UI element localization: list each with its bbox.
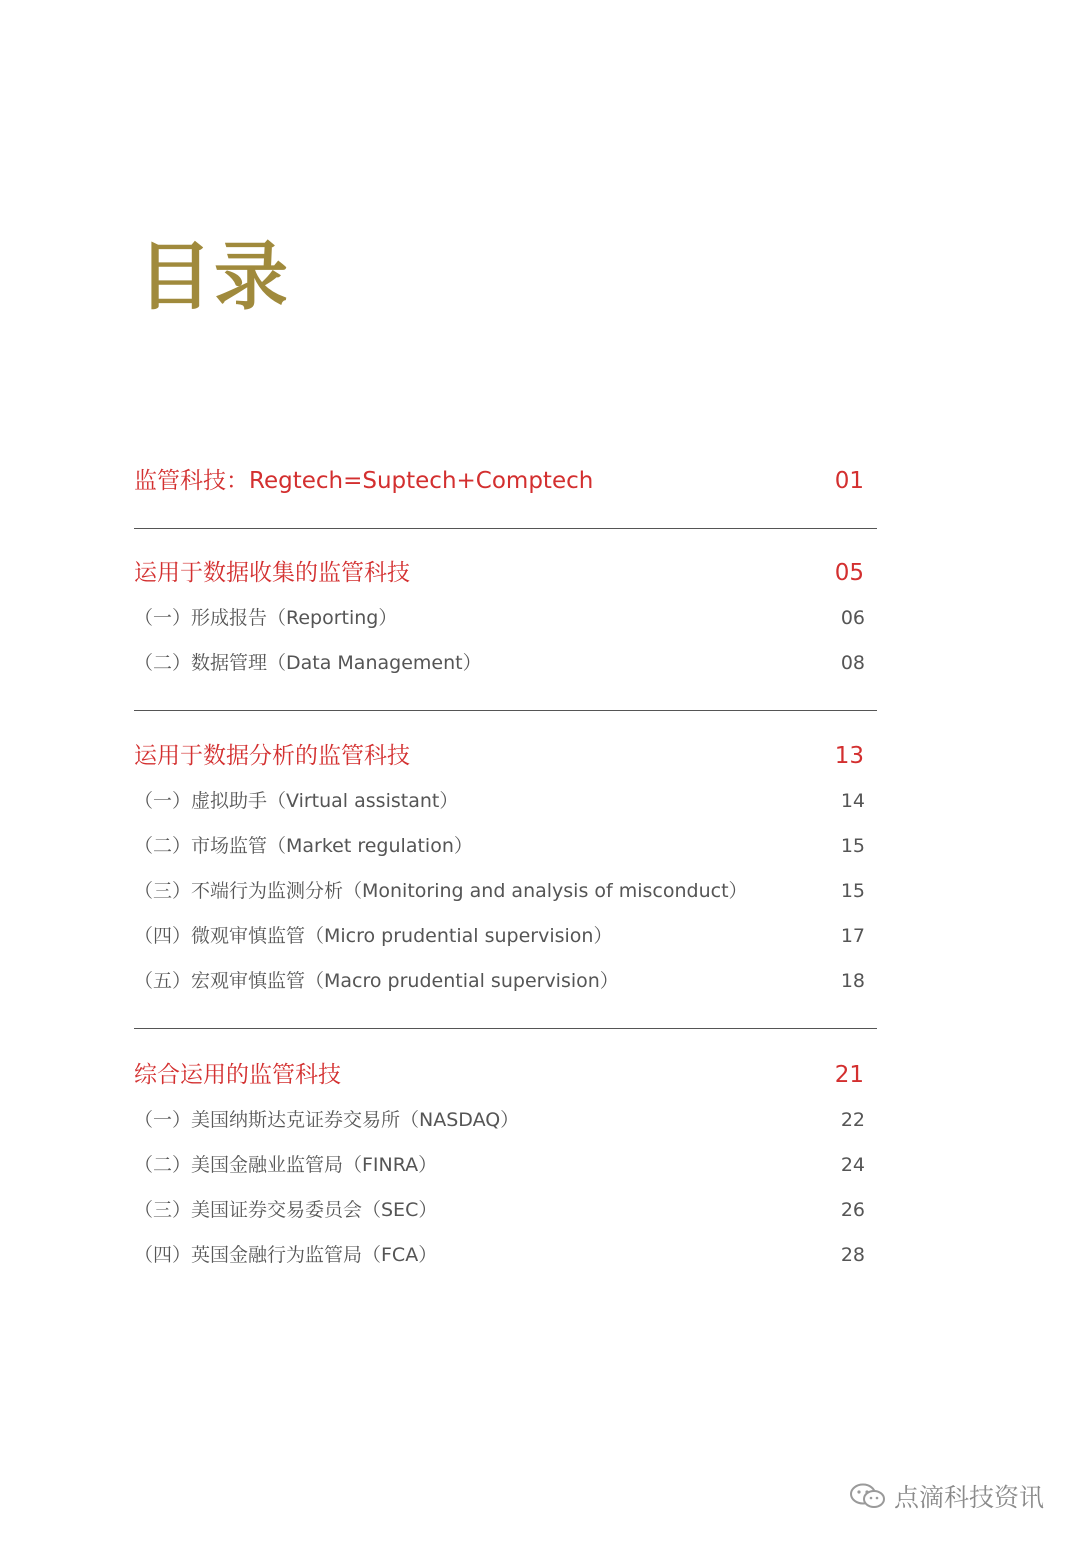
section-title: 运用于数据收集的监管科技 xyxy=(134,560,410,586)
toc-entry[interactable] xyxy=(134,959,877,1004)
entry-title: （四）微观审慎监管（Micro prudential supervision） xyxy=(134,925,613,947)
section-heading[interactable] xyxy=(134,550,877,596)
section-heading[interactable] xyxy=(134,1052,877,1098)
entry-page-number: 17 xyxy=(840,925,865,947)
entry-page-number: 22 xyxy=(840,1109,865,1131)
entry-title: （五）宏观审慎监管（Macro prudential supervision） xyxy=(134,970,619,992)
entry-title: （三）不端行为监测分析（Monitoring and analysis of misconduct） xyxy=(134,880,748,902)
section-heading[interactable] xyxy=(134,733,877,779)
section-page-number: 21 xyxy=(834,1062,864,1088)
section-page-number: 01 xyxy=(834,468,864,494)
toc-section-3 xyxy=(134,711,877,1028)
entry-title: （一）形成报告（Reporting） xyxy=(134,607,398,629)
section-title: 运用于数据分析的监管科技 xyxy=(134,743,410,769)
toc-section-4 xyxy=(134,1029,877,1278)
entry-page-number: 15 xyxy=(840,880,865,902)
toc-entry[interactable] xyxy=(134,641,877,686)
entry-page-number: 15 xyxy=(840,835,865,857)
entry-page-number: 08 xyxy=(840,652,865,674)
toc-section-2 xyxy=(134,529,877,710)
toc-entry[interactable] xyxy=(134,1143,877,1188)
toc-entry[interactable] xyxy=(134,779,877,824)
entry-page-number: 06 xyxy=(840,607,865,629)
entry-title: （二）数据管理（Data Management） xyxy=(134,652,482,674)
toc-entry[interactable] xyxy=(134,914,877,959)
entry-title: （一）虚拟助手（Virtual assistant） xyxy=(134,790,459,812)
toc-entry[interactable] xyxy=(134,1098,877,1143)
entry-title: （二）美国金融业监管局（FINRA） xyxy=(134,1154,438,1176)
entry-title: （四）英国金融行为监管局（FCA） xyxy=(134,1244,438,1266)
toc-entry[interactable] xyxy=(134,596,877,641)
watermark xyxy=(848,1478,1044,1514)
section-title: 综合运用的监管科技 xyxy=(134,1062,341,1088)
section-title: 监管科技：Regtech=Suptech+Comptech xyxy=(134,468,594,494)
toc-heading: 目录 xyxy=(138,234,290,320)
entry-page-number: 14 xyxy=(840,790,865,812)
toc-entry[interactable] xyxy=(134,869,877,914)
entry-page-number: 18 xyxy=(840,970,865,992)
toc-entry[interactable] xyxy=(134,1233,877,1278)
section-heading[interactable] xyxy=(134,458,877,504)
entry-title: （二）市场监管（Market regulation） xyxy=(134,835,473,857)
wechat-icon xyxy=(848,1481,888,1511)
entry-page-number: 28 xyxy=(840,1244,865,1266)
entry-title: （一）美国纳斯达克证券交易所（NASDAQ） xyxy=(134,1109,520,1131)
entry-page-number: 24 xyxy=(840,1154,865,1176)
toc-section-1 xyxy=(134,458,877,504)
table-of-contents xyxy=(134,458,877,1278)
entry-page-number: 26 xyxy=(840,1199,865,1221)
toc-entry[interactable] xyxy=(134,824,877,869)
section-page-number: 13 xyxy=(834,743,864,769)
toc-entry[interactable] xyxy=(134,1188,877,1233)
watermark-text: 点滴科技资讯 xyxy=(893,1483,1044,1512)
section-page-number: 05 xyxy=(834,560,864,586)
entry-title: （三）美国证券交易委员会（SEC） xyxy=(134,1199,438,1221)
